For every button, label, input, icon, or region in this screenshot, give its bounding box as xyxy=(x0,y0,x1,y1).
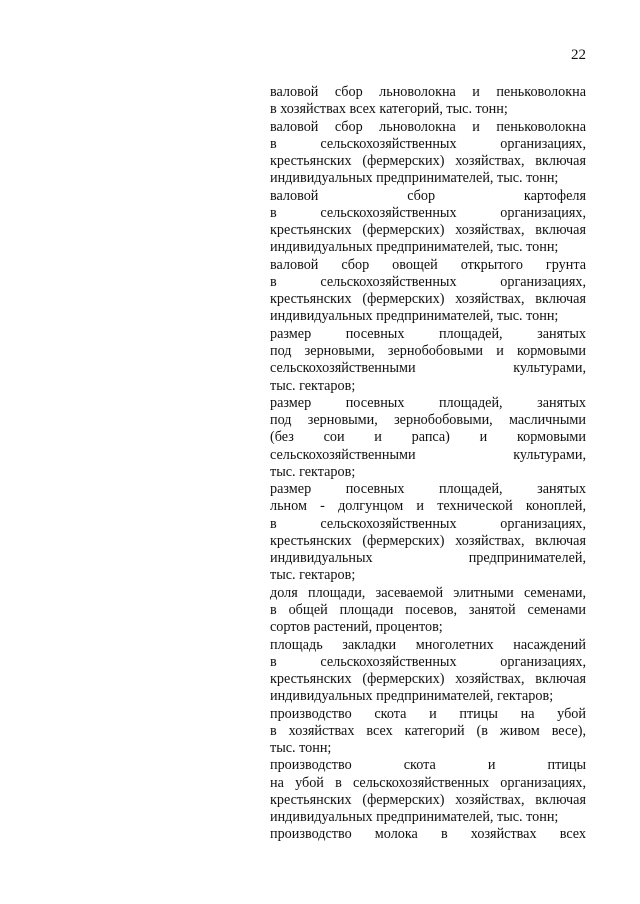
text-line: размер посевных площадей, занятых xyxy=(270,325,586,342)
page-number: 22 xyxy=(571,47,586,63)
text-line: производство молока в хозяйствах всех xyxy=(270,826,586,843)
text-line: индивидуальных предпринимателей, тыс. тонн; xyxy=(270,809,559,826)
text-line: валовой сбор овощей открытого грунта xyxy=(270,256,586,273)
text-line: индивидуальных предпринимателей, тыс. тонн; xyxy=(270,308,559,325)
text-line: сельскохозяйственными культурами, xyxy=(270,446,586,463)
text-line: на убой в сельскохозяйственных организациях, xyxy=(270,774,586,791)
text-line: под зерновыми, зернобобовыми и кормовыми xyxy=(270,342,586,359)
text-line: крестьянских (фермерских) хозяйствах, включая xyxy=(270,671,586,688)
text-line: валовой сбор картофеля xyxy=(270,187,586,204)
text-line: размер посевных площадей, занятых xyxy=(270,394,586,411)
text-line: валовой сбор льноволокна и пеньковолокна xyxy=(270,84,586,100)
text-line: в сельскохозяйственных организациях, xyxy=(270,135,586,152)
text-line: индивидуальных предпринимателей, тыс. тонн; xyxy=(270,170,559,187)
document-body xyxy=(270,84,586,844)
text-line: в сельскохозяйственных организациях, xyxy=(270,653,586,670)
text-line: тыс. гектаров; xyxy=(270,377,356,394)
text-line: индивидуальных предпринимателей, тыс. тонн; xyxy=(270,239,559,256)
text-line: производство скота и птицы на убой xyxy=(270,705,586,722)
text-line: производство скота и птицы xyxy=(270,757,586,774)
text-line: крестьянских (фермерских) хозяйствах, включая xyxy=(270,532,586,549)
text-line: в сельскохозяйственных организациях, xyxy=(270,273,586,290)
text-line: сельскохозяйственными культурами, xyxy=(270,360,586,377)
text-line: в сельскохозяйственных организациях, xyxy=(270,515,586,532)
text-line: крестьянских (фермерских) хозяйствах, включая xyxy=(270,153,586,170)
text-line: индивидуальных предпринимателей, xyxy=(270,550,586,567)
text-line: в общей площади посевов, занятой семенами xyxy=(270,601,586,618)
text-line: крестьянских (фермерских) хозяйствах, включая xyxy=(270,222,586,239)
text-line: в сельскохозяйственных организациях, xyxy=(270,204,586,221)
text-line: площадь закладки многолетних насаждений xyxy=(270,636,586,653)
text-line: в хозяйствах всех категорий (в живом весе), xyxy=(270,722,586,739)
text-line: доля площади, засеваемой элитными семенами, xyxy=(270,584,586,601)
text-line: (без сои и рапса) и кормовыми xyxy=(270,429,586,446)
text-line: под зерновыми, зернобобовыми, масличными xyxy=(270,412,586,429)
text-line: крестьянских (фермерских) хозяйствах, включая xyxy=(270,791,586,808)
text-line: в хозяйствах всех категорий, тыс. тонн; xyxy=(270,101,508,118)
text-line: сортов растений, процентов; xyxy=(270,619,443,636)
text-line: тыс. гектаров; xyxy=(270,463,356,480)
text-line: индивидуальных предпринимателей, гектаров; xyxy=(270,688,554,705)
text-line: льном - долгунцом и технической коноплей, xyxy=(270,498,586,515)
text-line: крестьянских (фермерских) хозяйствах, включая xyxy=(270,291,586,308)
text-line: тыс. гектаров; xyxy=(270,567,356,584)
text-line: валовой сбор льноволокна и пеньковолокна xyxy=(270,118,586,135)
text-line: размер посевных площадей, занятых xyxy=(270,481,586,498)
text-line: тыс. тонн; xyxy=(270,740,332,757)
